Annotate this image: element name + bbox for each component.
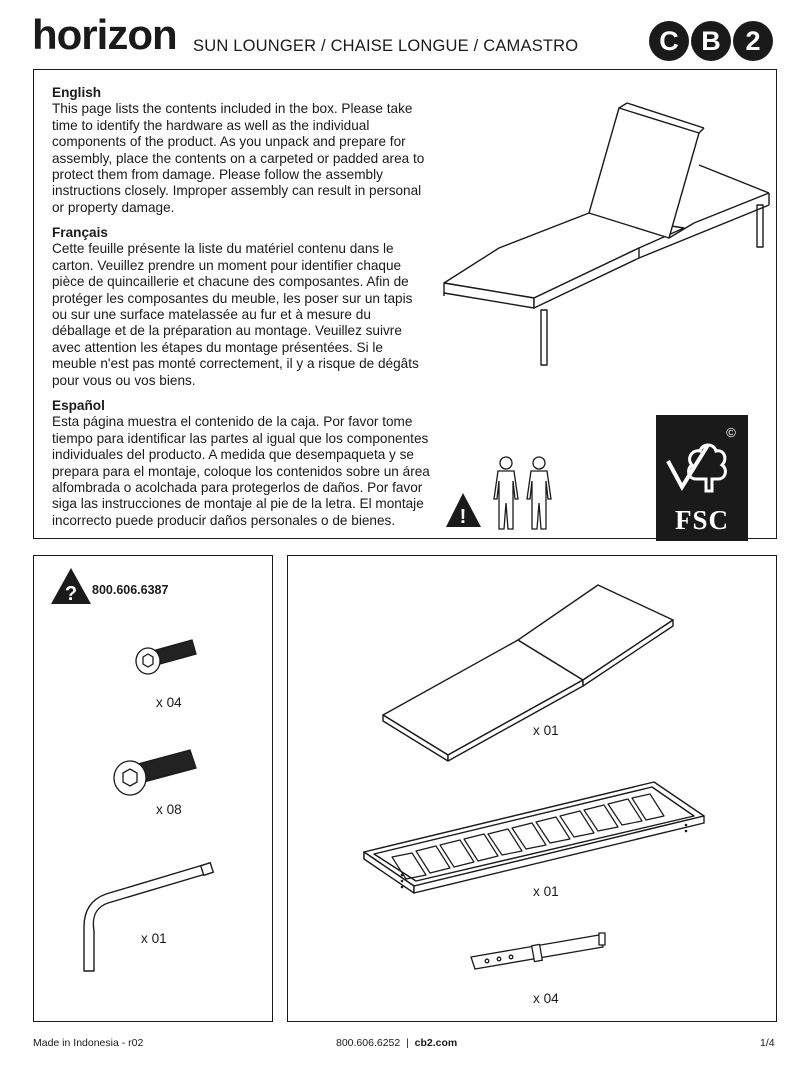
logo-letter-2: 2 <box>745 26 761 56</box>
french-body: Cette feuille présente la liste du matériel contenu dans le carton. Veuillez prendre un moment pour identifier chaque pièce de quincaillerie et chacune des composantes. Afin de protéger les composantes du meuble, les poser sur un tapis ou sur une surface matelassée au fur et à mesure du déballage et de la préparation au montage. Veuillez suivre avec attention les étapes du montage présentées. Si le meuble n'est pas monté correctement, il y a risque de dégâts pour vous ou vos biens. <box>52 241 419 388</box>
short-bolt-icon <box>134 636 198 676</box>
logo-letter-b: B <box>701 26 721 56</box>
frame-qty: x 01 <box>533 884 559 899</box>
spanish-heading: Español <box>52 398 105 413</box>
logo-letter-c: C <box>659 26 679 56</box>
english-body: This page lists the contents included in the box. Please take time to identify the hardware as well as the individual components of the product. As you unpack and prepare for assembly, place the contents on a carpeted or padded area to protect them from damage. Please follow the assembly instructions closely. Improper assembly can result in personal or property damage. <box>52 101 425 215</box>
short-bolt-qty: x 04 <box>156 695 182 710</box>
spanish-body: Esta página muestra el contenido de la caja. Por favor tome tiempo para identificar las partes al igual que los componentes individuales del producto. A medida que desempaqueta y se prepara para el montaje, coloque los contenidos sobre un área alfombrada o acolchada para protegerlos de daños. Por favor siga las instrucciones de montaje al pie de la letra. El montaje incorrecto puede producir daños personales o de bienes. <box>52 414 430 528</box>
lounger-frame-icon <box>364 779 716 889</box>
long-bolt-qty: x 08 <box>156 802 182 817</box>
english-heading: English <box>52 85 102 100</box>
help-question-mark: ? <box>64 583 78 605</box>
fsc-logo <box>656 415 748 541</box>
french-heading: Français <box>52 225 108 240</box>
footer-website-link[interactable]: cb2.com <box>414 1037 458 1049</box>
warning-exclamation: ! <box>459 506 467 528</box>
fsc-copyright-mark: © <box>726 425 736 440</box>
product-subtitle: SUN LOUNGER / CHAISE LONGUE / CAMASTRO <box>193 37 579 55</box>
footer-phone: 800.606.6252 <box>336 1037 401 1049</box>
spanish-section <box>52 398 430 529</box>
french-section <box>52 225 430 389</box>
allen-key-icon <box>78 861 218 973</box>
brand-title: horizon <box>32 11 177 58</box>
english-section <box>52 85 430 216</box>
leg-bracket-qty: x 04 <box>533 991 559 1006</box>
parts-panel <box>287 555 777 1022</box>
fsc-label: FSC <box>674 505 729 535</box>
footer-origin: Made in Indonesia - r02 <box>33 1037 144 1049</box>
cb2-logo <box>648 20 778 62</box>
warning-two-person-icon <box>446 455 556 535</box>
cushion-qty: x 01 <box>533 723 559 738</box>
allen-key-qty: x 01 <box>141 931 167 946</box>
support-phone: 800.606.6387 <box>92 583 169 597</box>
footer-page-number: 1/4 <box>760 1037 775 1049</box>
intro-panel <box>33 69 777 539</box>
help-icon <box>51 568 91 604</box>
footer-separator: | <box>406 1037 409 1049</box>
footer-contact <box>336 1037 457 1049</box>
lounger-illustration <box>439 98 759 368</box>
long-bolt-icon <box>110 746 200 798</box>
hardware-panel <box>33 555 273 1022</box>
leg-bracket-icon <box>471 931 611 981</box>
fsc-tree-icon <box>664 425 740 501</box>
